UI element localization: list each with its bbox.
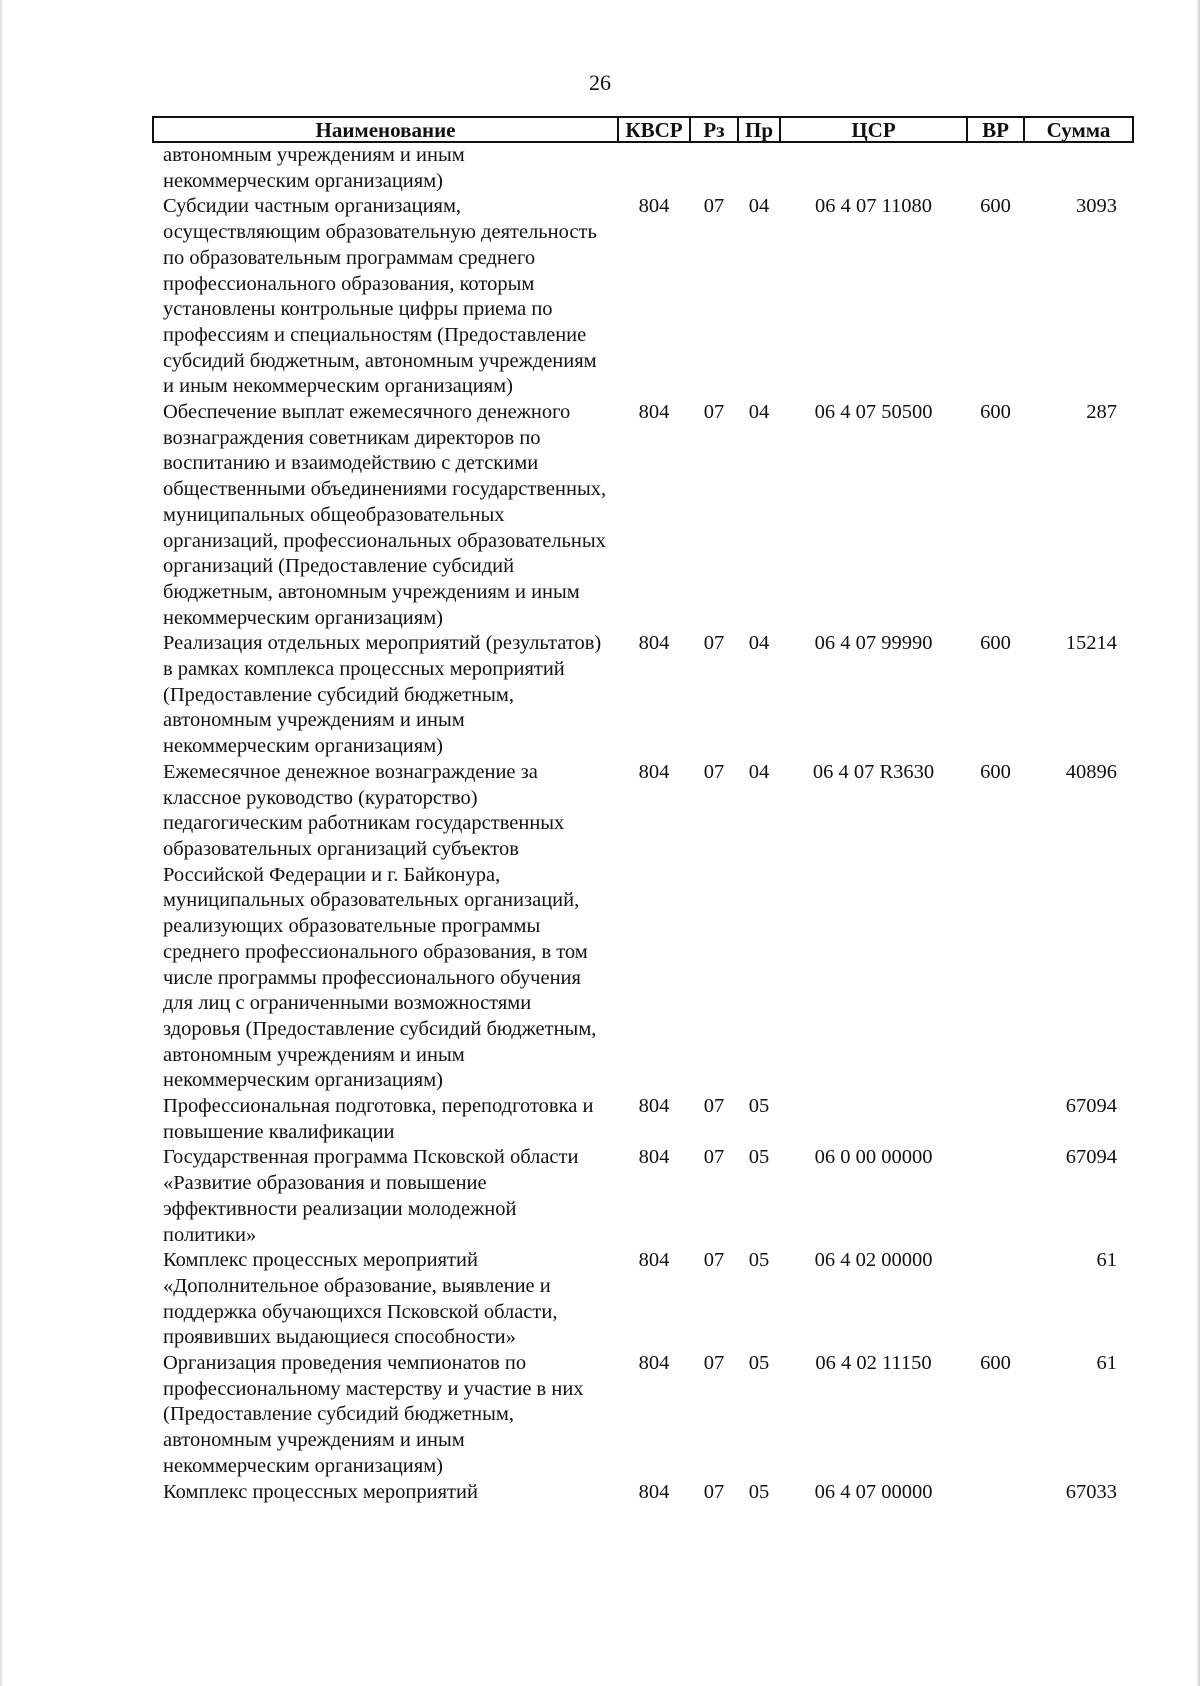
row-vr: 600 [980,195,1011,218]
row-vr: 600 [980,401,1011,424]
budget-table [152,116,1134,1505]
row-rz: 07 [703,401,725,424]
row-sum: 61 [1096,1249,1117,1272]
header-csr: ЦСР [780,117,967,142]
table-row [153,400,1133,631]
header-pr: Пр [738,117,780,142]
row-name: Ежемесячное денежное вознаграждение за классное руководство (кураторство) педагогическим работникам государственных образовательных организаций субъектов Российской Федерации и г. Байконура, муниципальных образовательных организаций, реализующих образовательные программы среднего профессионального образования, в том числе программы профессионального обучения для лиц с ограниченными возможностями здоровья (Предоставление субсидий бюджетным, автономным учреждениям и иным некоммерческим организациям) [163,760,597,1092]
row-csr: 06 4 07 99990 [814,632,933,655]
row-csr: 06 4 02 00000 [814,1249,933,1272]
table-row [153,1351,1133,1480]
row-csr: 06 4 07 00000 [814,1480,933,1503]
row-pr: 05 [748,1249,770,1272]
row-pr: 05 [748,1480,770,1503]
header-kvsr: КВСР [618,117,690,142]
table-body [153,142,1133,1505]
row-vr: 600 [980,1352,1011,1375]
row-sum: 3093 [1076,195,1117,218]
header-vr: ВР [967,117,1024,142]
row-kvsr: 804 [638,1095,670,1118]
row-rz: 07 [703,195,725,218]
header-name: Наименование [153,117,618,142]
table-row [153,1248,1133,1351]
table-row [153,194,1133,400]
row-kvsr: 804 [638,760,670,783]
row-kvsr: 804 [638,1146,670,1169]
scan-edge-right [1196,0,1200,1686]
row-rz: 07 [703,1480,725,1503]
row-sum: 287 [1086,401,1117,424]
row-vr [967,1480,1024,1506]
row-pr: 05 [748,1146,770,1169]
row-csr: 06 0 00 00000 [814,1146,933,1169]
row-csr [780,1094,967,1145]
row-sum: 67033 [1065,1480,1117,1503]
row-kvsr: 804 [638,1249,670,1272]
row-pr: 04 [748,195,770,218]
row-rz: 07 [703,1095,725,1118]
row-rz: 07 [703,760,725,783]
row-pr [738,142,780,194]
row-kvsr [618,142,690,194]
table-row [153,1480,1133,1506]
row-name: Государственная программа Псковской области «Развитие образования и повышение эффективности реализации молодежной политики» [163,1146,579,1246]
row-vr: 600 [980,760,1011,783]
row-name: Профессиональная подготовка, переподготовка и повышение квалификации [163,1095,594,1143]
row-sum: 61 [1096,1352,1117,1375]
row-csr: 06 4 07 R3630 [812,760,935,783]
scan-edge-left [0,0,3,1686]
row-name: Комплекс процессных мероприятий «Дополнительное образование, выявление и поддержка обучающихся Псковской области, проявивших выдающиеся способности» [163,1249,558,1349]
row-vr [967,142,1024,194]
table-row [153,631,1133,760]
row-pr: 04 [748,401,770,424]
row-sum [1024,142,1133,194]
table-row [153,142,1133,194]
table-row [153,1145,1133,1248]
row-kvsr: 804 [638,1352,670,1375]
row-rz [690,142,738,194]
row-rz: 07 [703,632,725,655]
table-row [153,760,1133,1094]
row-sum: 67094 [1065,1095,1117,1118]
page-number: 26 [589,70,611,95]
row-kvsr: 804 [638,1480,670,1503]
row-pr: 05 [748,1352,770,1375]
row-kvsr: 804 [638,195,670,218]
header-row [153,117,1133,142]
row-csr: 06 4 02 11150 [815,1352,932,1375]
row-name: Организация проведения чемпионатов по профессиональному мастерству и участие в них (Предоставление субсидий бюджетным, автономным учреждениям и иным некоммерческим организациям) [163,1352,584,1477]
header-sum: Сумма [1024,117,1133,142]
header-rz: Рз [690,117,738,142]
table-row [153,1094,1133,1145]
table-header [153,117,1133,142]
row-pr: 05 [748,1095,770,1118]
row-sum: 15214 [1065,632,1117,655]
row-name: автономным учреждениям и иным некоммерческим организациям) [163,144,465,192]
row-name: Субсидии частным организациям, осуществляющим образовательную деятельность по образовательным программам среднего профессионального образования, которым установлены контрольные цифры приема по профессиям и специальностям (Предоставление субсидий бюджетным, автономным учреждениям и иным некоммерческим организациям) [163,195,597,398]
row-csr: 06 4 07 11080 [814,195,933,218]
row-name: Реализация отдельных мероприятий (результатов) в рамках комплекса процессных мероприятий (Предоставление субсидий бюджетным, автономным учреждениям и иным некоммерческим организациям) [163,632,602,758]
row-pr: 04 [748,632,770,655]
row-csr: 06 4 07 50500 [814,401,933,424]
row-name: Обеспечение выплат ежемесячного денежного вознаграждения советникам директоров по воспитанию и взаимодействию с детскими общественными объединениями государственных, муниципальных общеобразовательных организаций, профессиональных образовательных организаций (Предоставление субсидий бюджетным, автономным учреждениям и иным некоммерческим организациям) [163,401,607,629]
row-rz: 07 [703,1352,725,1375]
row-csr [780,142,967,194]
row-vr [967,1094,1024,1145]
row-name: Комплекс процессных мероприятий [163,1480,478,1503]
row-vr [967,1248,1024,1351]
row-sum: 40896 [1065,760,1117,783]
row-pr: 04 [748,760,770,783]
row-rz: 07 [703,1249,725,1272]
row-kvsr: 804 [638,632,670,655]
row-sum: 67094 [1065,1146,1117,1169]
row-vr: 600 [980,632,1011,655]
row-vr [967,1145,1024,1248]
row-kvsr: 804 [638,401,670,424]
row-rz: 07 [703,1146,725,1169]
